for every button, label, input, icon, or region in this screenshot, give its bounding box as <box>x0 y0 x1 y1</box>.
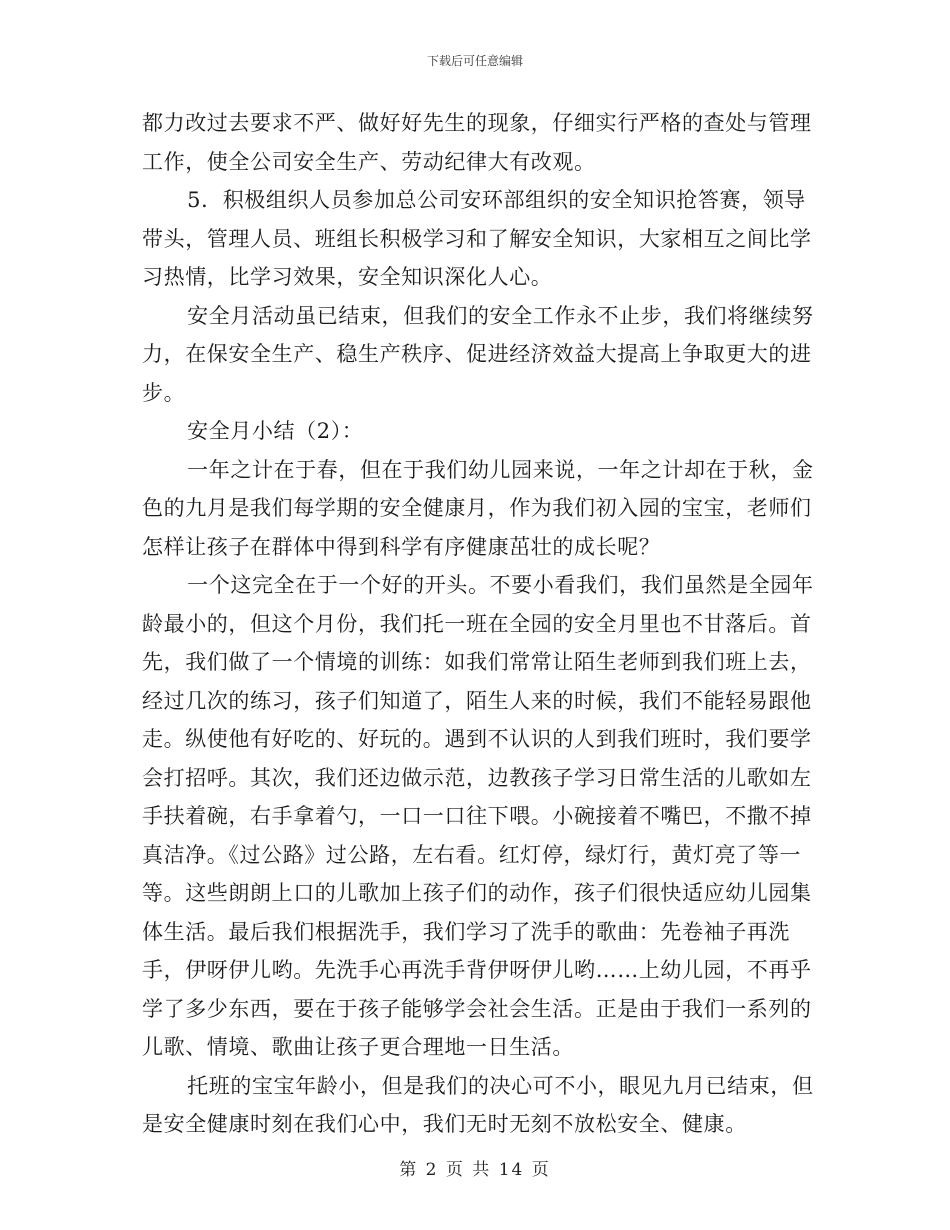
paragraph-item-5: 5．积极组织人员参加总公司安环部组织的安全知识抢答赛，领导带头，管理人员、班组长积极学习和了解安全知识，大家相互之间比学习热情，比学习效果，安全知识深化人心。 <box>142 188 812 289</box>
paragraph-activities: 一个这完全在于一个好的开头。不要小看我们，我们虽然是全园年龄最小的，但这个月份，我们托一班在全园的安全月里也不甘落后。首先，我们做了一个情境的训练：如我们常常让陌生老师到我们班上去，经过几次的练习，孩子们知道了，陌生人来的时候，我们不能轻易跟他走。纵使他有好吃的、好玩的。遇到不认识的人到我们班时，我们要学会打招呼。其次，我们还边做示范，边教孩子学习日常生活的儿歌如左手扶着碗，右手拿着勺，一口一口往下喂。小碗接着不嘴巴，不撒不掉真洁净。《过公路》过公路，左右看。红灯停，绿灯行，黄灯亮了等一等。这些朗朗上口的儿歌加上孩子们的动作，孩子们很快适应幼儿园集体生活。最后我们根据洗手，我们学习了洗手的歌曲：先卷袖子再洗手，伊呀伊儿哟。先洗手心再洗手背伊呀伊儿哟……上幼儿园，不再乎学了多少东西，要在于孩子能够学会社会生活。正是由于我们一系列的儿歌、情境、歌曲让孩子更合理地一日生活。 <box>142 573 814 1059</box>
page-header: 下载后可任意编辑 <box>426 54 523 68</box>
paragraph-closing: 托班的宝宝年龄小，但是我们的决心可不小，眼见九月已结束，但是安全健康时刻在我们心中，我们无时无刻不放松安全、健康。 <box>142 1073 814 1136</box>
paragraph-intro: 一年之计在于春，但在于我们幼儿园来说，一年之计却在于秋，金色的九月是我们每学期的安全健康月，作为我们初入园的宝宝，老师们怎样让孩子在群体中得到科学有序健康茁壮的成长呢？ <box>142 457 814 559</box>
section-heading: 安全月小结（2）： <box>187 419 364 443</box>
page-number-footer: 第 2 页 共 14 页 <box>399 1160 551 1180</box>
paragraph-continued: 都力改过去要求不严、做好好先生的现象，仔细实行严格的查处与管理工作，使全公司安全生产、劳动纪律大有改观。 <box>142 111 812 174</box>
paragraph-conclusion: 安全月活动虽已结束，但我们的安全工作永不止步，我们将继续努力，在保安全生产、稳生产秩序、促进经济效益大提高上争取更大的进步。 <box>142 303 814 405</box>
document-body <box>142 104 814 1144</box>
